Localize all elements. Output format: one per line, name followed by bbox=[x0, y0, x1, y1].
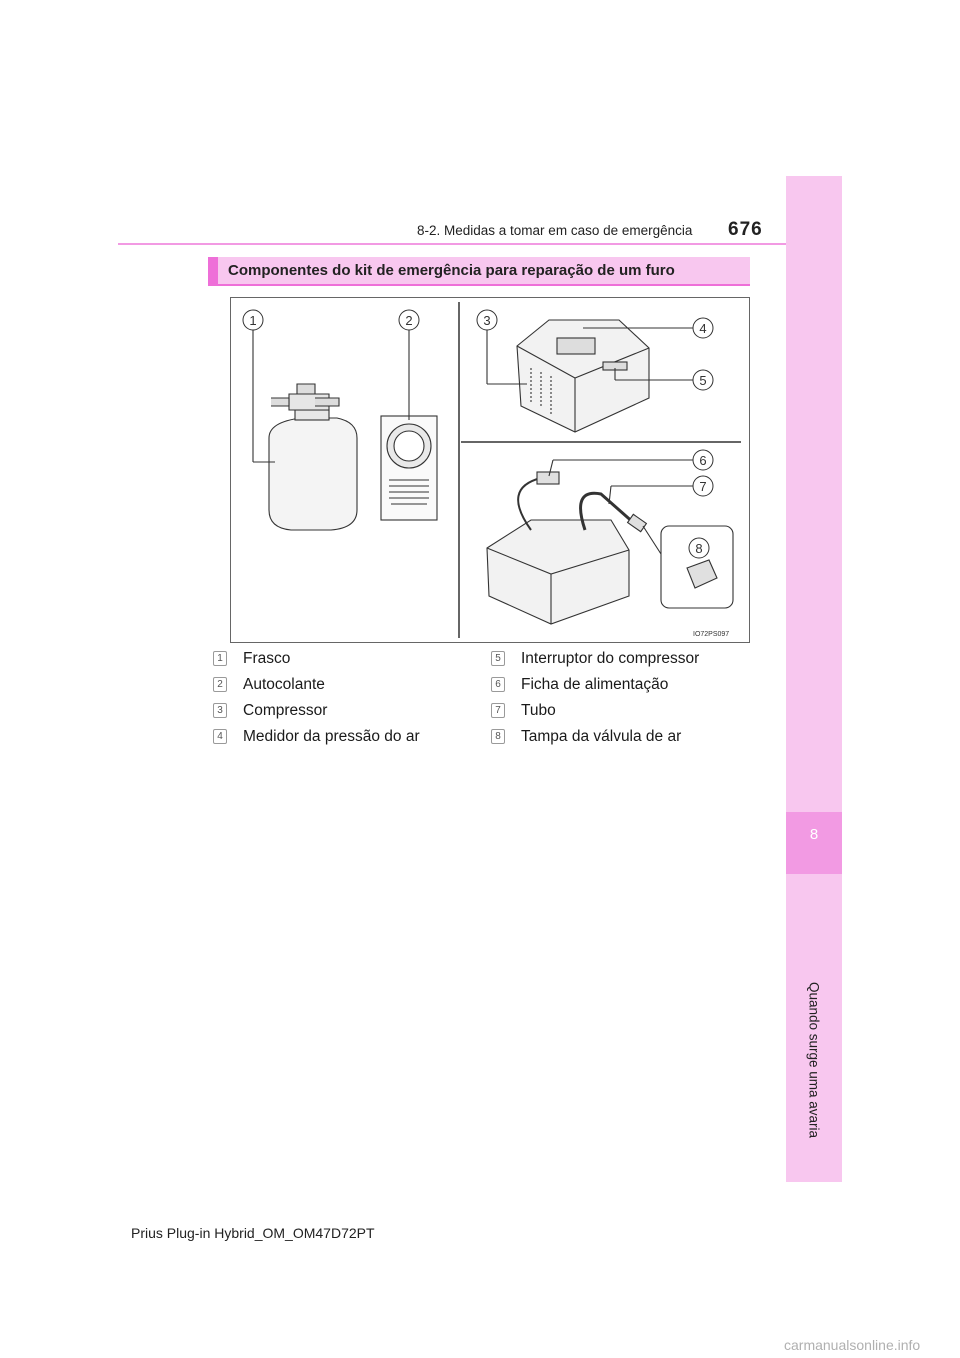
legend-item bbox=[491, 676, 668, 694]
svg-text:7: 7 bbox=[699, 479, 707, 494]
header-rule bbox=[118, 243, 786, 245]
legend-item bbox=[213, 676, 325, 694]
legend-item bbox=[491, 702, 556, 720]
legend-item bbox=[491, 728, 681, 746]
sticker-drawing bbox=[381, 416, 437, 520]
legend-badge: 1 bbox=[213, 651, 227, 666]
section-heading-accent bbox=[208, 257, 218, 285]
side-tab-chapter-marker bbox=[786, 812, 842, 874]
svg-text:4: 4 bbox=[699, 321, 707, 336]
legend-badge: 2 bbox=[213, 677, 227, 692]
callout-7 bbox=[693, 476, 713, 496]
legend-label: Ficha de alimentação bbox=[521, 676, 669, 693]
section-heading: Componentes do kit de emergência para reparação de um furo bbox=[228, 262, 675, 279]
svg-text:5: 5 bbox=[699, 373, 707, 388]
legend-badge: 3 bbox=[213, 703, 227, 718]
svg-text:6: 6 bbox=[699, 453, 707, 468]
callout-2 bbox=[399, 310, 419, 330]
kit-illustration bbox=[230, 297, 750, 643]
legend-badge: 8 bbox=[491, 729, 505, 744]
page-number: 676 bbox=[728, 219, 763, 240]
legend-item bbox=[491, 650, 699, 668]
chapter-title: Quando surge uma avaria bbox=[806, 981, 822, 1139]
legend-badge: 4 bbox=[213, 729, 227, 744]
legend-label: Interruptor do compressor bbox=[521, 650, 700, 667]
callout-1 bbox=[243, 310, 263, 330]
legend-label: Tampa da válvula de ar bbox=[521, 728, 682, 745]
figure-code: IO72PS097 bbox=[693, 631, 730, 638]
svg-text:8: 8 bbox=[695, 541, 703, 556]
callout-4 bbox=[693, 318, 713, 338]
header-section-title: 8-2. Medidas a tomar em caso de emergência bbox=[417, 223, 693, 238]
chapter-number: 8 bbox=[809, 826, 819, 843]
svg-text:2: 2 bbox=[405, 313, 413, 328]
legend-item bbox=[213, 702, 327, 720]
bottle-drawing bbox=[269, 384, 357, 530]
kit-illustration-drawing bbox=[231, 298, 749, 642]
legend-badge: 5 bbox=[491, 651, 505, 666]
callout-5 bbox=[693, 370, 713, 390]
svg-text:3: 3 bbox=[483, 313, 491, 328]
legend-badge: 7 bbox=[491, 703, 505, 718]
callout-3 bbox=[477, 310, 497, 330]
legend-label: Autocolante bbox=[243, 676, 325, 693]
footer-manual-id: Prius Plug-in Hybrid_OM_OM47D72PT bbox=[131, 1225, 375, 1241]
section-heading-underline bbox=[208, 284, 750, 286]
callout-8 bbox=[689, 538, 709, 558]
legend-badge: 6 bbox=[491, 677, 505, 692]
legend-label: Medidor da pressão do ar bbox=[243, 728, 420, 745]
legend-label: Compressor bbox=[243, 702, 328, 719]
legend-item bbox=[213, 728, 420, 746]
legend-label: Tubo bbox=[521, 702, 556, 719]
svg-text:1: 1 bbox=[249, 313, 257, 328]
legend-item bbox=[213, 650, 290, 668]
callout-6 bbox=[693, 450, 713, 470]
watermark: carmanualsonline.info bbox=[784, 1337, 921, 1353]
legend-label: Frasco bbox=[243, 650, 291, 667]
compressor-drawing bbox=[517, 320, 649, 432]
